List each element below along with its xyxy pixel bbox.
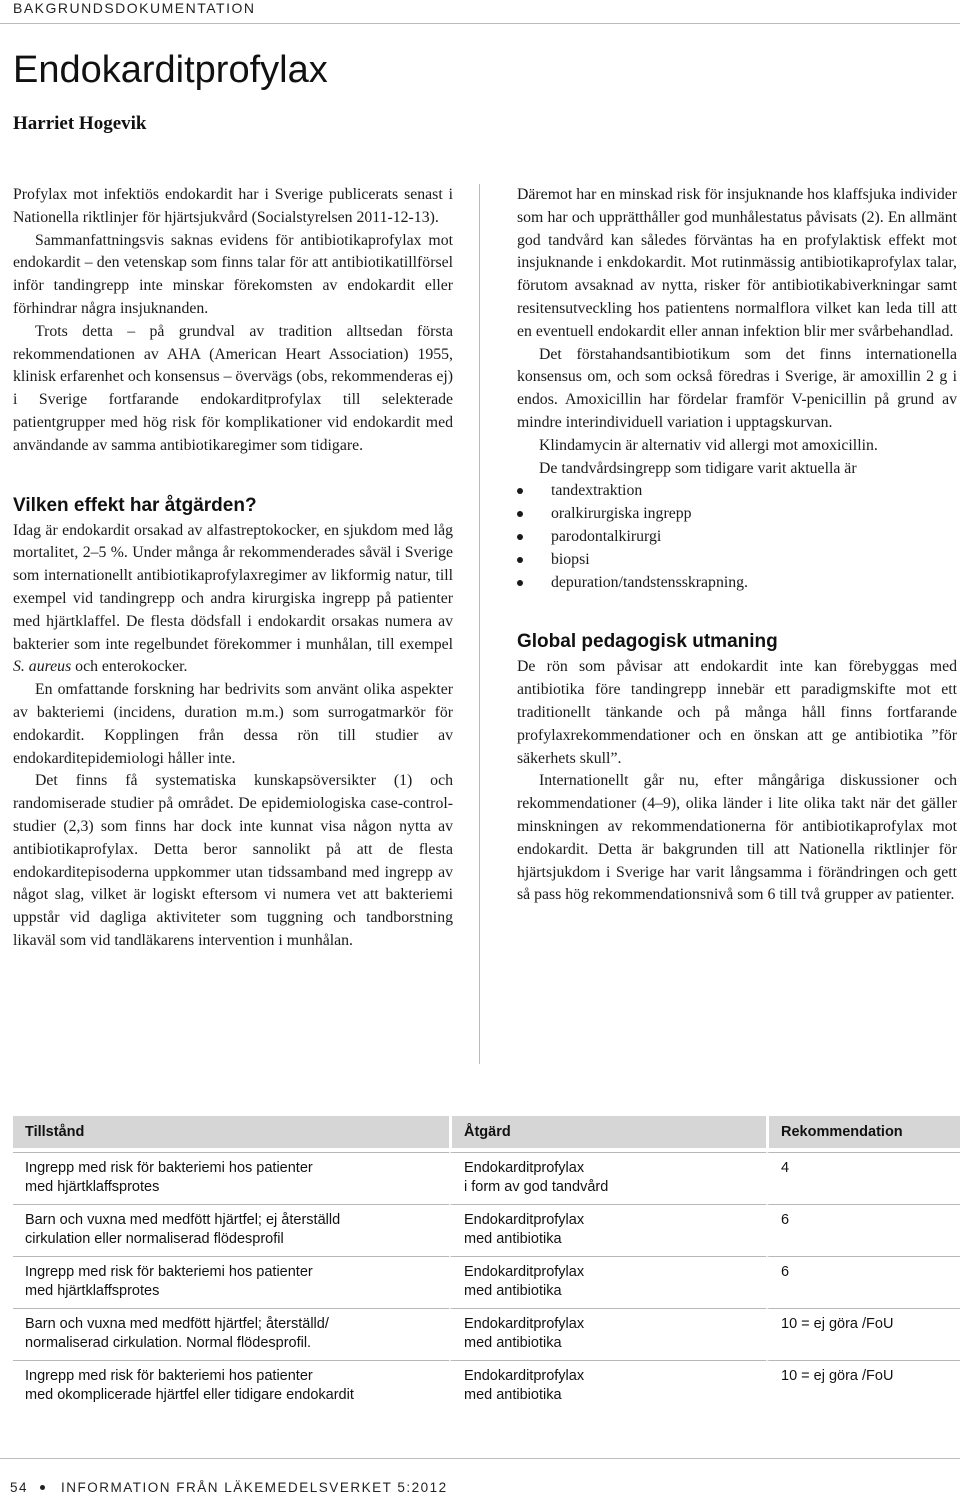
table-cell: 6 <box>766 1204 960 1252</box>
bullet-icon <box>517 534 523 540</box>
cell-line: med antibiotika <box>464 1231 562 1247</box>
page-number: 54 <box>10 1480 29 1495</box>
cell-line: Endokarditprofylax <box>464 1160 585 1176</box>
list-item-label: depuration/tandstensskrapning. <box>551 573 748 591</box>
table-row <box>13 1308 960 1356</box>
list-item <box>517 480 957 503</box>
cell-line: med okomplicerade hjärtfel eller tidigare endokardit <box>25 1387 354 1403</box>
bullet-icon <box>517 488 523 494</box>
cell-line: med hjärtklaffsprotes <box>25 1283 160 1299</box>
bullet-icon <box>517 580 523 586</box>
publication-name: INFORMATION FRÅN LÄKEMEDELSVERKET 5:2012 <box>61 1480 448 1495</box>
left-column <box>13 184 453 953</box>
cell-line: Ingrepp med risk för bakteriemi hos patienter <box>25 1160 313 1176</box>
cell-line: normaliserad cirkulation. Normal flödesprofil. <box>25 1335 312 1351</box>
cell-line: med antibiotika <box>464 1335 562 1351</box>
paragraph: En omfattande forskning har bedrivits som använt olika aspekter av bakteriemi (incidens, duration m.m.) som surrogatmarkör för endokardit. Kopplingen från dessa rön till studier av endokarditepidemiologi håller inte. <box>13 681 453 767</box>
paragraph: Profylax mot infektiös endokardit har i Sverige publicerats senast i Nationella riktlinjer för hjärtsjukvård (Socialstyrelsen 2011-12-13). <box>13 186 453 226</box>
list-item <box>517 503 957 526</box>
cell-line: Ingrepp med risk för bakteriemi hos patienter <box>25 1264 313 1280</box>
list-item-label: oralkirurgiska ingrepp <box>551 505 692 523</box>
cell-line: Endokarditprofylax <box>464 1212 585 1228</box>
table-cell <box>13 1204 449 1252</box>
table-cell: 10 = ej göra /FoU <box>766 1308 960 1356</box>
recommendation-table <box>13 1112 960 1412</box>
table-cell <box>449 1256 766 1304</box>
paragraph: Det förstahandsantibiotikum som det finns internationella konsensus om, och som också föredras i Sverige, är amoxillin 2 g i endos. Amoxicillin har fördelar framför V-penicillin på grund av mindre interindividuell variation i upptagskurvan. <box>517 345 957 431</box>
paragraph: De rön som påvisar att endokardit inte kan förebyggas med antibiotika före tandingrepp innebär ett paradigmskifte mot ett traditionellt tänkande och på många håll finns fortfarande profylaxrekommendationer och en önskan att ge antibiotika ”för säkerhets skull”. <box>517 658 957 767</box>
list-item <box>517 572 957 595</box>
table-row <box>13 1152 960 1200</box>
table-cell <box>13 1308 449 1356</box>
section-kicker: BAKGRUNDSDOKUMENTATION <box>13 0 256 16</box>
table-cell <box>449 1308 766 1356</box>
section-heading: Vilken effekt har åtgärden? <box>13 494 257 516</box>
paragraph: Det finns få systematiska kunskapsöversikter (1) och randomiserade studier på området. De epidemiologiska case-control-studier (2,3) som finns har dock inte kunnat visa någon nytta av antibiotikaprofylax. Detta beror sannolikt på att de flesta endokarditepisoderna uppkommer utan tidssamband med ingrepp av något slag, vilket är logiskt eftersom vi numera vet att bakteriemi uppstår vid dagliga aktiviteter som tuggning och tandborstning likaväl som vid tandläkarens intervention i munhålan. <box>13 772 453 949</box>
paragraph: De tandvårdsingrepp som tidigare varit aktuella är <box>539 459 857 477</box>
table-header-row <box>13 1116 960 1148</box>
list-item <box>517 549 957 572</box>
paragraph: Trots detta – på grundval av tradition alltsedan första rekommendationen av AHA (American Heart Association) 1955, klinisk erfarenhet och konsensus – övervägs (obs, rekommenderas ej) i Sverige fortfarande endokarditprofylax till selekterade patientgrupper med hög risk för komplikationer vid endokardit med användande av samma antibiotikaregimer som tidigare. <box>13 322 453 454</box>
paragraph: Sammanfattningsvis saknas evidens för antibiotikaprofylax mot endokardit – den vetenskap som finns talar för att antibiotikatillförsel inför tandingrepp inte minskar förekomsten av endokardit eller förhindrar några insjuknanden. <box>13 231 453 317</box>
column-header: Tillstånd <box>13 1116 449 1148</box>
table-row <box>13 1360 960 1408</box>
paragraph: Klindamycin är alternativ vid allergi mot amoxicillin. <box>539 436 878 454</box>
table-cell: 10 = ej göra /FoU <box>766 1360 960 1408</box>
cell-line: cirkulation eller normaliserad flödesprofil <box>25 1231 284 1247</box>
section-heading: Global pedagogisk utmaning <box>517 631 778 653</box>
cell-line: med antibiotika <box>464 1283 562 1299</box>
bullet-icon <box>517 557 523 563</box>
list-item-label: tandextraktion <box>551 482 643 500</box>
column-divider <box>479 184 480 1064</box>
table-cell <box>13 1360 449 1408</box>
cell-line: i form av god tandvård <box>464 1179 609 1195</box>
page-title: Endokarditprofylax <box>13 49 328 91</box>
species-name: S. aureus <box>13 658 72 676</box>
cell-line: Endokarditprofylax <box>464 1368 585 1384</box>
author-name: Harriet Hogevik <box>13 113 147 134</box>
table-cell <box>449 1152 766 1200</box>
cell-line: Ingrepp med risk för bakteriemi hos patienter <box>25 1368 313 1384</box>
bullet-icon <box>40 1485 45 1490</box>
column-header: Åtgärd <box>449 1116 766 1148</box>
list-item <box>517 526 957 549</box>
list-item-label: biopsi <box>551 550 590 568</box>
table-cell: 4 <box>766 1152 960 1200</box>
cell-line: med hjärtklaffsprotes <box>25 1179 160 1195</box>
cell-line: Endokarditprofylax <box>464 1316 585 1332</box>
cell-line: Endokarditprofylax <box>464 1264 585 1280</box>
table-row <box>13 1256 960 1304</box>
text-run: och enterokocker. <box>71 658 188 676</box>
table-cell <box>449 1204 766 1252</box>
cell-line: med antibiotika <box>464 1387 562 1403</box>
text-run: Idag är endokardit orsakad av alfastreptokocker, en sjukdom med låg mortalitet, 2–5 %. Under många år rekommenderades såväl i Sverige som internationellt antibiotikaprofylaxregimer av likformig natur, till exempel vid tandingrepp och andra kirurgiska ingrepp på patienter med hjärtklaffel. De flesta dödsfall i endokardit orsakas numera av bakterier som inte regelbundet förekommer i munhålan, till exempel <box>13 521 453 653</box>
table-cell: 6 <box>766 1256 960 1304</box>
cell-line: Barn och vuxna med medfött hjärtfel; ej återställd <box>25 1212 341 1228</box>
list-item-label: parodontalkirurgi <box>551 527 662 545</box>
table-cell <box>13 1256 449 1304</box>
top-rule <box>0 23 960 24</box>
cell-line: Barn och vuxna med medfött hjärtfel; återställd/ <box>25 1316 329 1332</box>
bullet-icon <box>517 511 523 517</box>
table-cell <box>449 1360 766 1408</box>
bottom-rule <box>0 1458 960 1459</box>
paragraph: Däremot har en minskad risk för insjuknande hos klaffsjuka individer som har och upprätthåller god munhålestatus påvisats (2). En allmänt god tandvård kan således förväntas ha en profylaktisk effekt mot insjuknande i enkdokardit. Mot rutinmässig antibiotikaprofylax talar, förutom avsaknad av nytta, risker för antibiotikabiverkningar samt resitensutveckling hos patientens normalflora vilket kan leda till att en eventuell endokardit eller annan infektion blir mer svårbehandlad. <box>517 186 957 340</box>
table-row <box>13 1204 960 1252</box>
procedure-list <box>517 480 957 594</box>
paragraph <box>13 520 453 680</box>
page-footer <box>10 1480 448 1495</box>
paragraph: Internationellt går nu, efter mångåriga diskussioner och rekommendationer (4–9), olika länder i lite olika takt när det gäller minskningen av rekommendationerna för antibiotikaprofylax mot endokardit. Detta är bakgrunden till att Nationella riktlinjer för hjärtsjukdom i Sverige har varit långsamma i förändringen och gett så pass hög rekommendationsnivå som 6 till två grupper av patienter. <box>517 772 957 904</box>
right-column <box>517 184 957 907</box>
table-cell <box>13 1152 449 1200</box>
column-header: Rekommendation <box>766 1116 960 1148</box>
